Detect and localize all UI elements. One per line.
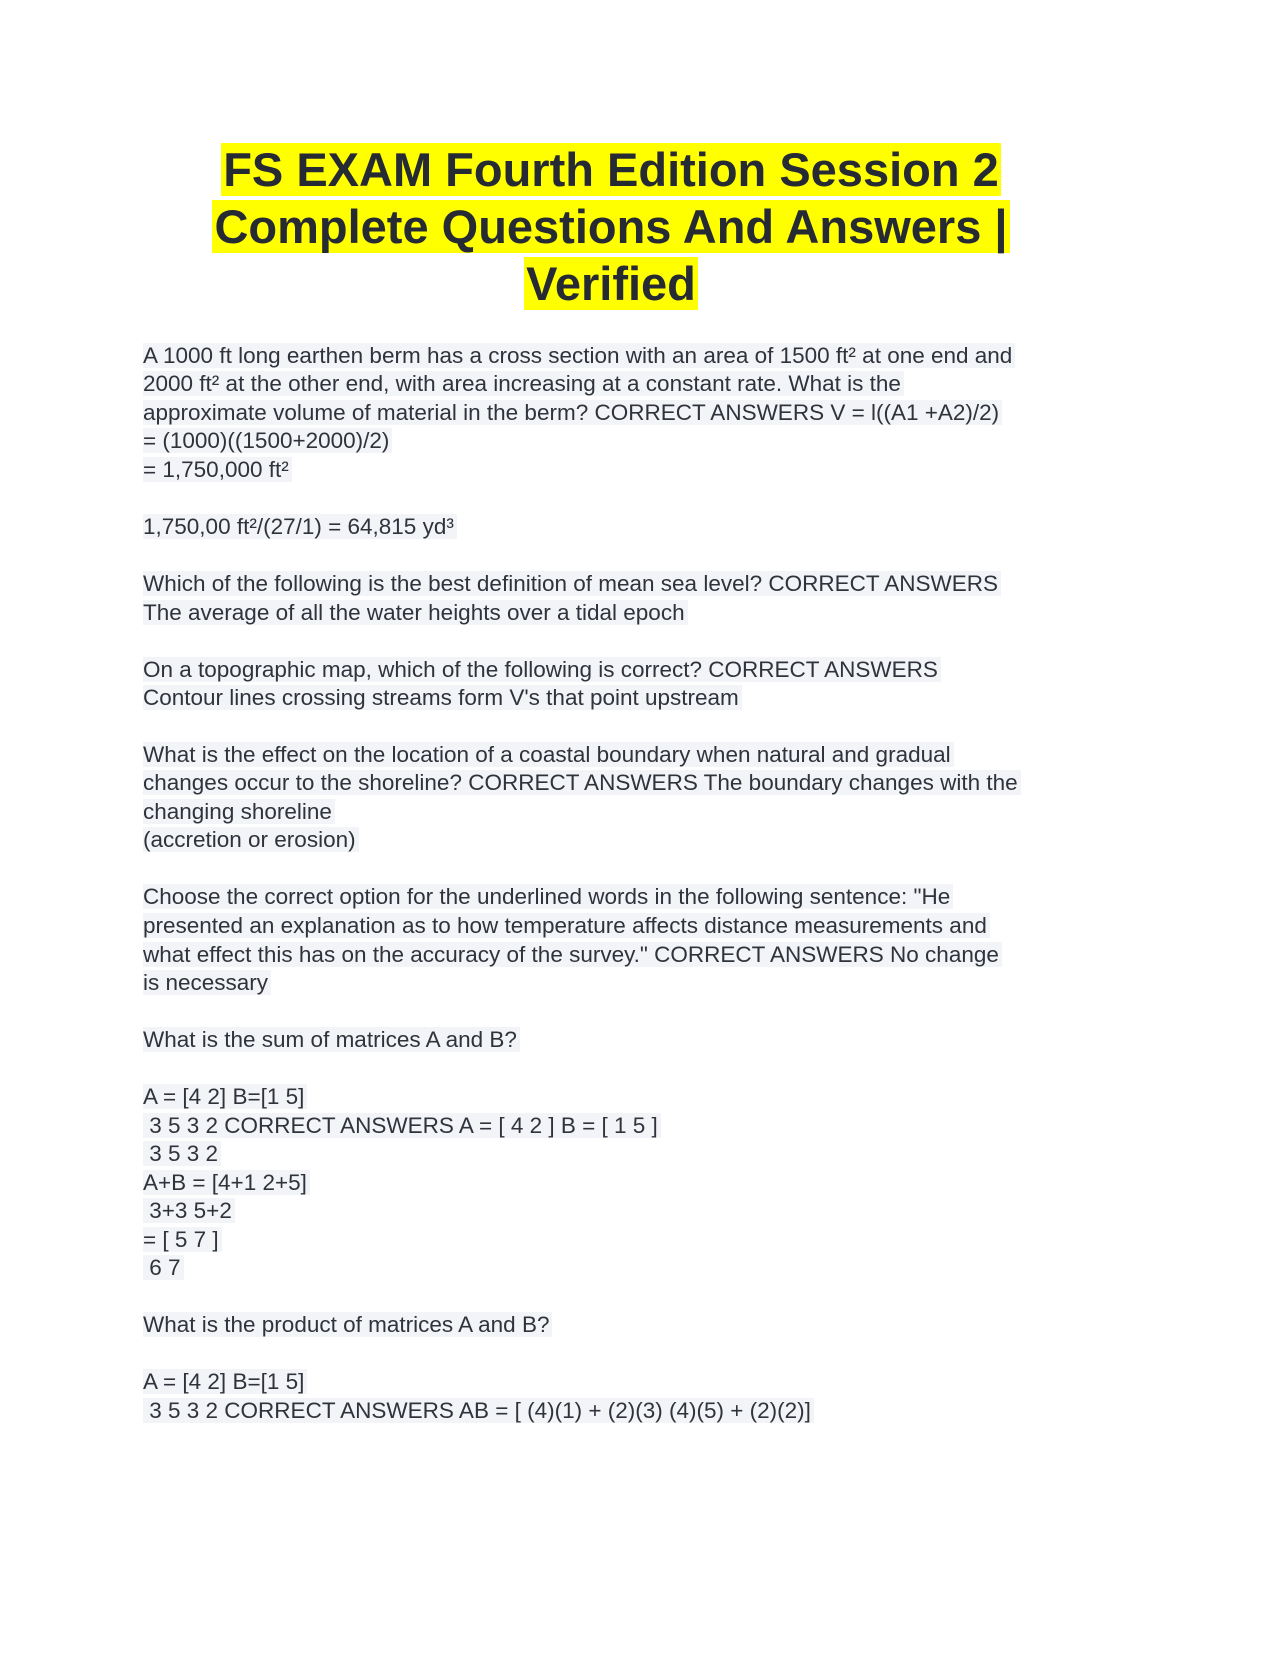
text-line: Which of the following is the best definition of mean sea level? CORRECT ANSWERS: [143, 570, 1001, 599]
text-line: The average of all the water heights over a tidal epoch: [143, 599, 688, 628]
text-line: 3 5 3 2: [143, 1140, 221, 1169]
text-line: 3+3 5+2: [143, 1197, 235, 1226]
text-line: (accretion or erosion): [143, 826, 359, 855]
text-line: 3 5 3 2 CORRECT ANSWERS A = [ 4 2 ] B = [ 1 5 ]: [143, 1112, 661, 1141]
text-line: Contour lines crossing streams form V's that point upstream: [143, 684, 742, 713]
title-line: Complete Questions And Answers |: [214, 200, 1008, 253]
text-line: changes occur to the shoreline? CORRECT ANSWERS The boundary changes with the: [143, 769, 1021, 798]
text-line: What is the effect on the location of a coastal boundary when natural and gradual: [143, 741, 954, 770]
text-line: changing shoreline: [143, 798, 335, 827]
text-line: = 1,750,000 ft²: [143, 456, 292, 485]
text-line: = [ 5 7 ]: [143, 1226, 222, 1255]
text-line: A = [4 2] B=[1 5]: [143, 1368, 307, 1397]
text-line: A 1000 ft long earthen berm has a cross section with an area of 1500 ft² at one end and: [143, 342, 1015, 371]
text-line: What is the product of matrices A and B?: [143, 1311, 552, 1340]
text-line: Choose the correct option for the underlined words in the following sentence: "He: [143, 883, 953, 912]
text-line: 6 7: [143, 1254, 184, 1283]
title-line: Verified: [526, 257, 696, 310]
text-line: What is the sum of matrices A and B?: [143, 1026, 520, 1055]
text-line: 2000 ft² at the other end, with area increasing at a constant rate. What is the: [143, 370, 904, 399]
text-line: A+B = [4+1 2+5]: [143, 1169, 310, 1198]
text-line: approximate volume of material in the berm? CORRECT ANSWERS V = l((A1 +A2)/2): [143, 399, 1002, 428]
text-line: is necessary: [143, 969, 271, 998]
text-line: presented an explanation as to how temperature affects distance measurements and: [143, 912, 990, 941]
text-line: On a topographic map, which of the following is correct? CORRECT ANSWERS: [143, 656, 941, 685]
text-line: 3 5 3 2 CORRECT ANSWERS AB = [ (4)(1) + (2)(3) (4)(5) + (2)(2)]: [143, 1397, 814, 1426]
text-line: what effect this has on the accuracy of the survey." CORRECT ANSWERS No change: [143, 941, 1002, 970]
title-line: FS EXAM Fourth Edition Session 2: [223, 143, 999, 196]
text-line: = (1000)((1500+2000)/2): [143, 427, 392, 456]
text-line: 1,750,00 ft²/(27/1) = 64,815 yd³: [143, 513, 457, 542]
text-line: A = [4 2] B=[1 5]: [143, 1083, 307, 1112]
